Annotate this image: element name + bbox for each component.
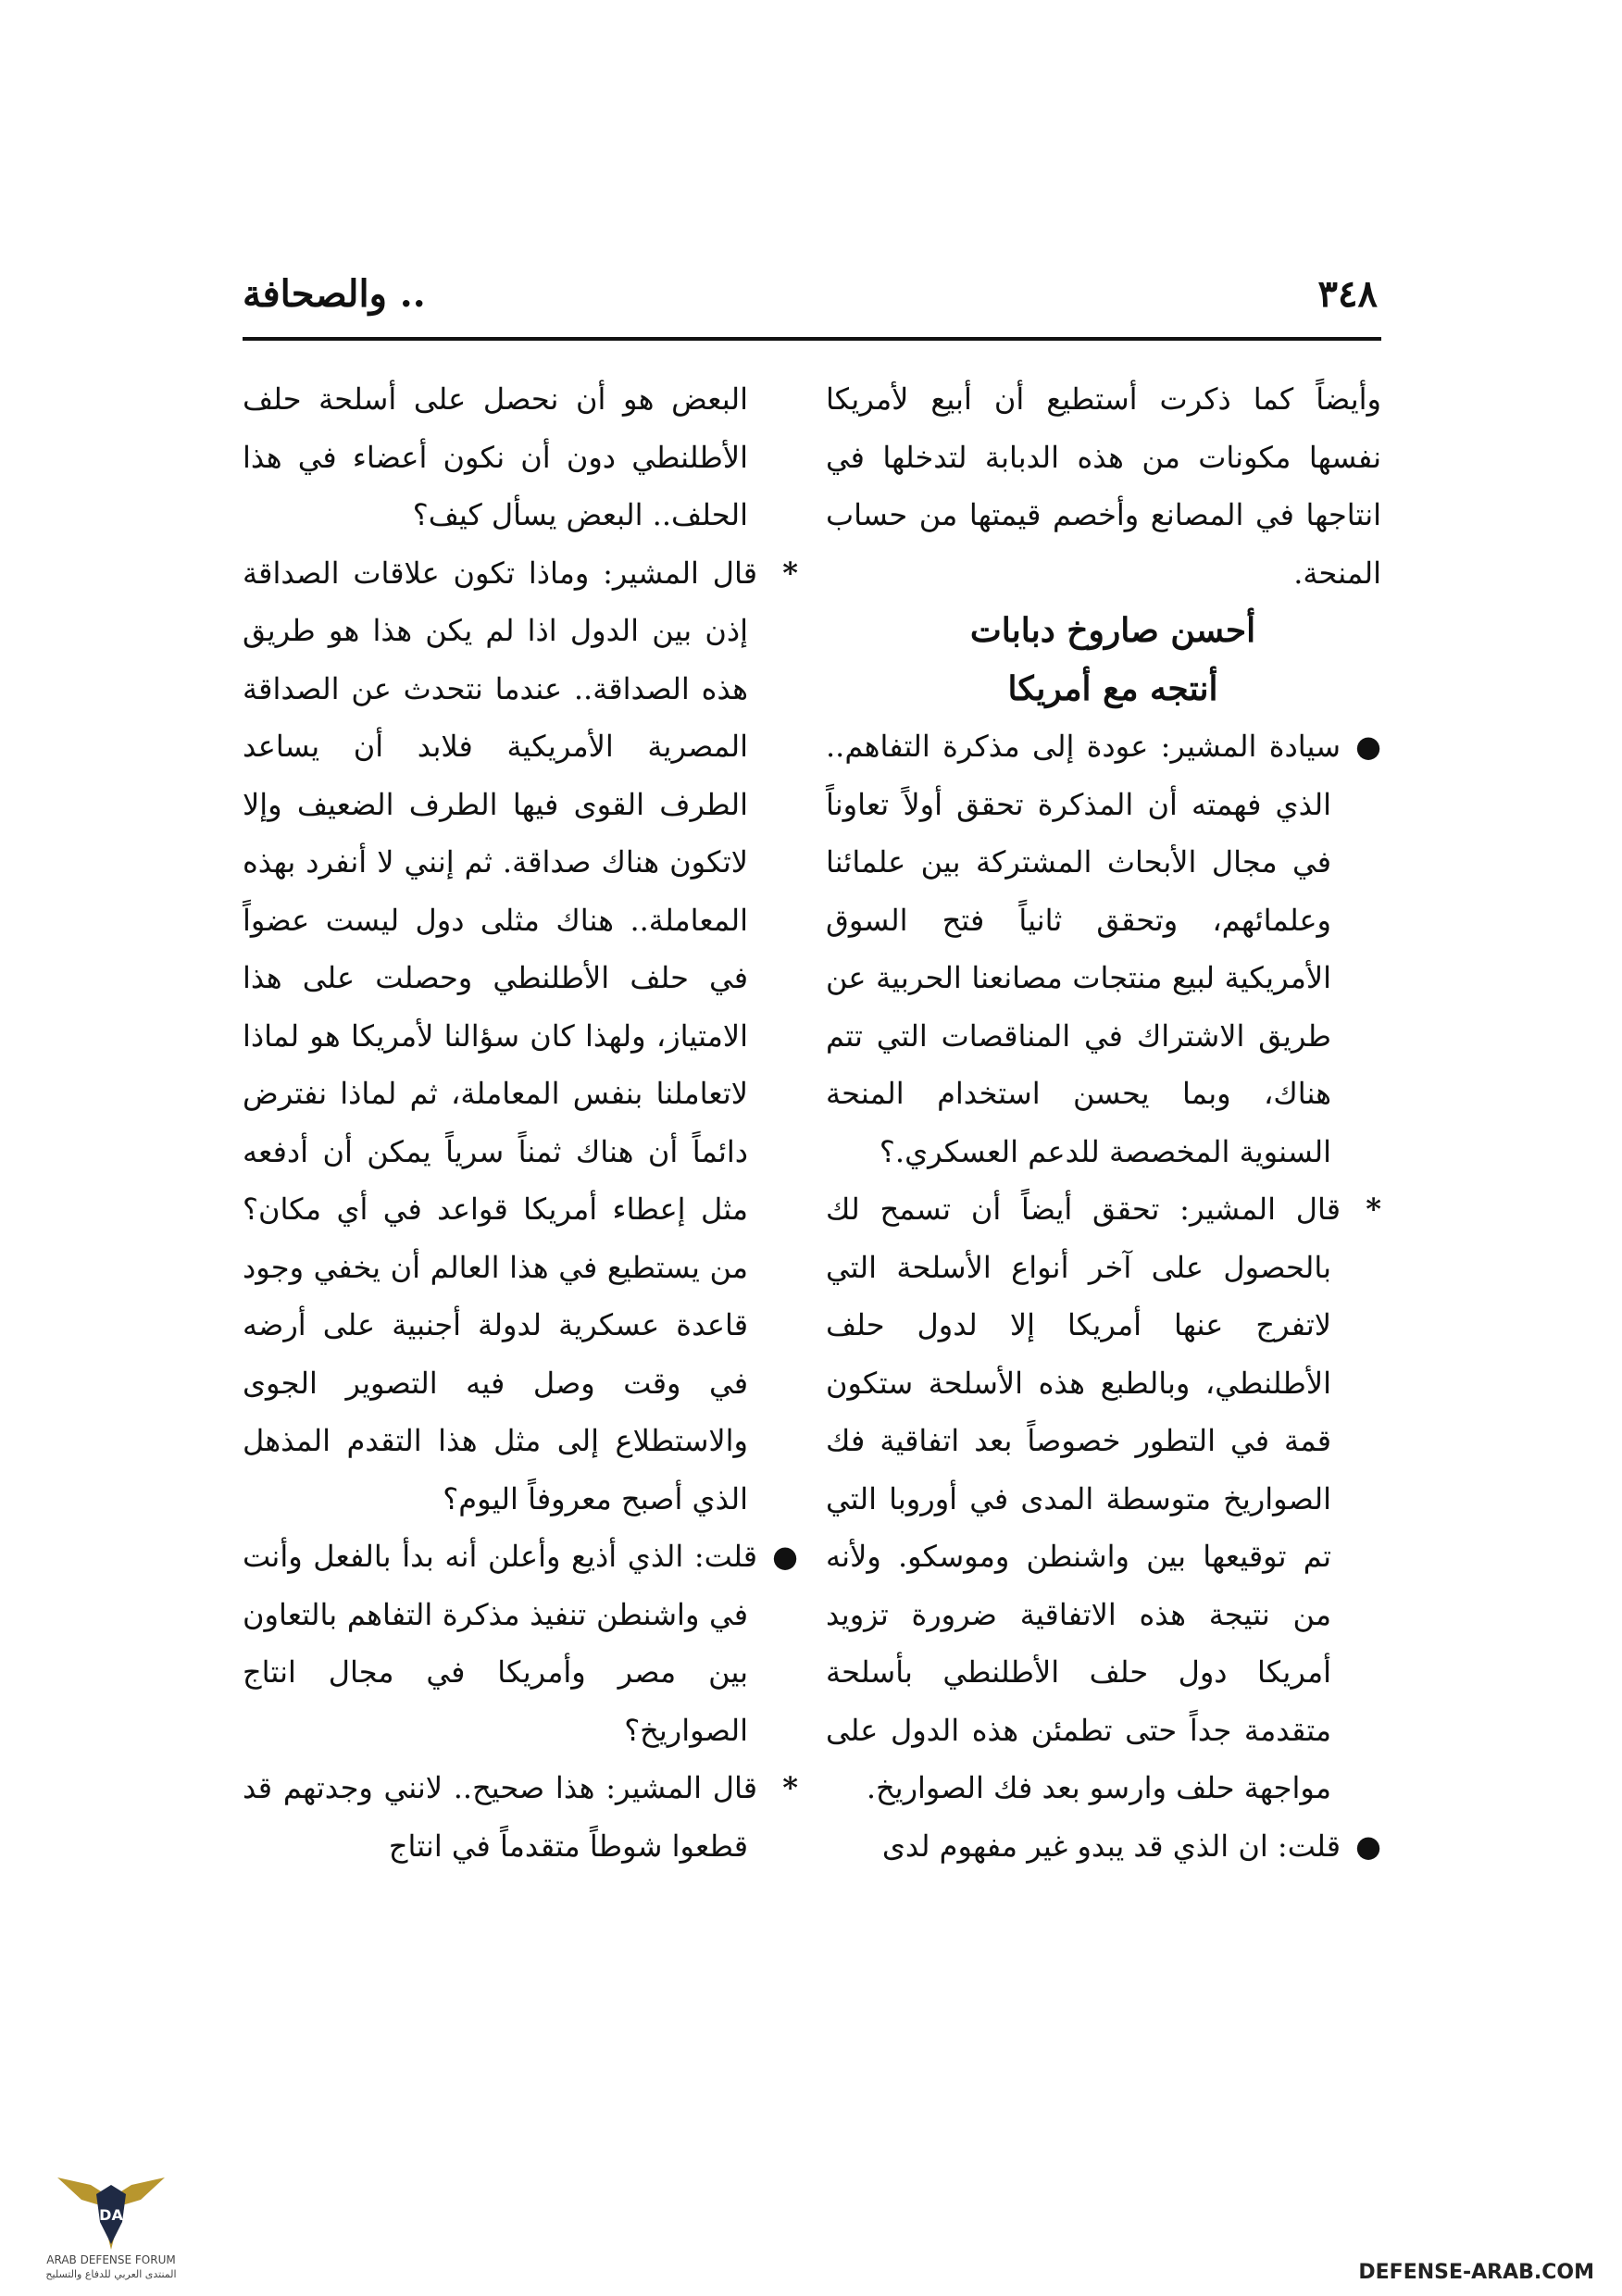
logo-monogram: DA <box>99 2206 123 2224</box>
answer-paragraph: *قال المشير: هذا صحيح.. لانني وجدتهم قد قطعوا شوطاً متقدماً في انتاج <box>243 1759 798 1875</box>
logo-arabic-name: المنتدى العربي للدفاع والتسليح <box>45 2268 177 2280</box>
star-marker: * <box>1366 1192 1381 1227</box>
bullet-marker: ● <box>772 1539 798 1574</box>
subheading-line: أحسن صاروخ دبابات <box>969 611 1256 650</box>
bullet-marker: ● <box>1355 1828 1381 1864</box>
section-subheading <box>826 602 1381 718</box>
forum-logo <box>28 2157 194 2287</box>
paragraph: وأيضاً كما ذكرت أستطيع أن أبيع لأمريكا نفسها مكونات من هذه الدبابة لتدخلها في انتاجها في المصانع وأخصم قيمتها من حساب المنحة. <box>826 381 1381 591</box>
star-marker: * <box>782 555 798 591</box>
continued-paragraph: البعض هو أن نحصل على أسلحة حلف الأطلنطي دون أن نكون أعضاء في هذا الحلف.. البعض يسأل كيف؟ <box>243 381 748 532</box>
site-watermark: DEFENSE-ARAB.COM <box>1358 2261 1594 2284</box>
question-paragraph: ●قلت: الذي أذيع وأعلن أنه بدأ بالفعل وأنت في واشنطن تنفيذ مذكرة التفاهم بالتعاون بين مصر وأمريكا في مجال انتاج الصواريخ؟ <box>243 1528 798 1759</box>
left-column <box>243 370 798 1875</box>
page-number: ٣٤٨ <box>1317 272 1378 316</box>
subheading-line: أنتجه مع أمريكا <box>1007 668 1218 708</box>
logo-english-name: ARAB DEFENSE FORUM <box>46 2253 176 2266</box>
question-paragraph: ●قلت: ان الذي قد يبدو غير مفهوم لدى <box>826 1817 1381 1876</box>
running-title: .. والصحافة <box>243 272 426 316</box>
answer-paragraph: *قال المشير: تحقق أيضاً أن تسمح لك بالحصول على آخر أنواع الأسلحة التي لاتفرج عنها أمريكا إلا لدول حلف الأطلنطي، وبالطبع هذه الأسلحة ستكون قمة في التطور خصوصاً بعد اتفاقية فك الصواريخ متوسطة المدى في أوروبا التي تم توقيعها بين واشنطن وموسكو. ولأنه من نتيجة هذه الاتفاقية ضرورة تزويد أمريكا دول حلف الأطلنطي بأسلحة متقدمة جداً حتى تطمئن هذه الدول على مواجهة حلف وارسو بعد فك الصواريخ. <box>826 1180 1381 1817</box>
header-rule <box>243 337 1381 341</box>
bullet-marker: ● <box>1355 729 1381 764</box>
right-column <box>826 370 1381 1875</box>
star-marker: * <box>782 1770 798 1805</box>
answer-paragraph: *قال المشير: وماذا تكون علاقات الصداقة إذن بين الدول اذا لم يكن هذا هو طريق هذه الصداقة.. عندما نتحدث عن الصداقة المصرية الأمريكية فلابد أن يساعد الطرف القوى فيها الطرف الضعيف وإلا لاتكون هناك صداقة. ثم إنني لا أنفرد بهذه المعاملة.. هناك مثلى دول ليست عضواً في حلف الأطلنطي وحصلت على هذا الامتياز، ولهذا كان سؤالنا لأمريكا هو لماذا لاتعاملنا بنفس المعاملة، ثم لماذا نفترض دائماً أن هناك ثمناً سرياً يمكن أن أدفعه مثل إعطاء أمريكا قواعد في أي مكان؟ من يستطيع في هذا العالم أن يخفي وجود قاعدة عسكرية لدولة أجنبية على أرضه في وقت وصل فيه التصوير الجوى والاستطلاع إلى مثل هذا التقدم المذهل الذي أصبح معروفاً اليوم؟ <box>243 544 798 1529</box>
forum-emblem-icon <box>56 2157 167 2253</box>
question-paragraph: ●سيادة المشير: عودة إلى مذكرة التفاهم.. الذي فهمته أن المذكرة تحقق أولاً تعاوناً في مجال الأبحاث المشتركة بين علمائنا وعلمائهم، وتحقق ثانياً فتح السوق الأمريكية لبيع منتجات مصانعنا الحربية عن طريق الاشتراك في المناقصات التي تتم هناك، وبما يحسن استخدام المنحة السنوية المخصصة للدعم العسكري.؟ <box>826 718 1381 1180</box>
page-header <box>243 268 1381 333</box>
